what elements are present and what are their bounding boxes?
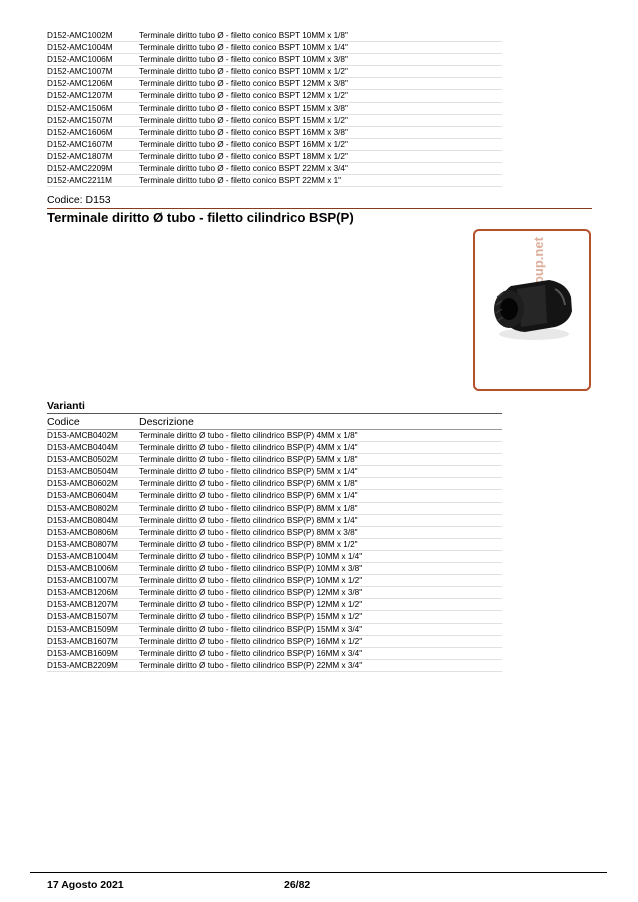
section-divider bbox=[47, 208, 592, 209]
product-code: D152-AMC1506M bbox=[47, 103, 113, 113]
table-row bbox=[47, 490, 502, 502]
product-code: D153-AMCB1007M bbox=[47, 576, 118, 586]
product-description: Terminale diritto tubo Ø - filetto conico BSPT 15MM x 1/2" bbox=[139, 115, 348, 125]
product-code: D153-AMCB0504M bbox=[47, 467, 118, 477]
variants-divider bbox=[47, 413, 502, 414]
product-code: D153-AMCB1507M bbox=[47, 612, 118, 622]
product-description: Terminale diritto tubo Ø - filetto conico BSPT 15MM x 3/8" bbox=[139, 103, 348, 113]
table-row bbox=[47, 551, 502, 563]
product-code: D153-AMCB0806M bbox=[47, 527, 118, 537]
product-code: D152-AMC1006M bbox=[47, 55, 113, 65]
product-code: D152-AMC1807M bbox=[47, 151, 113, 161]
product-description: Terminale diritto Ø tubo - filetto cilindrico BSP(P) 16MM x 1/2" bbox=[139, 636, 363, 646]
product-description: Terminale diritto Ø tubo - filetto cilindrico BSP(P) 22MM x 3/4" bbox=[139, 660, 363, 670]
table-row bbox=[47, 30, 502, 42]
product-description: Terminale diritto Ø tubo - filetto cilindrico BSP(P) 4MM x 1/4" bbox=[139, 443, 358, 453]
product-description: Terminale diritto tubo Ø - filetto conico BSPT 22MM x 3/4" bbox=[139, 164, 348, 174]
product-description: Terminale diritto Ø tubo - filetto cilindrico BSP(P) 8MM x 1/8" bbox=[139, 503, 358, 513]
product-code: D153-AMCB1607M bbox=[47, 636, 118, 646]
product-code: D152-AMC1507M bbox=[47, 115, 113, 125]
product-code: D153-AMCB0502M bbox=[47, 455, 118, 465]
table-row bbox=[47, 660, 502, 672]
table-row bbox=[47, 115, 502, 127]
product-description: Terminale diritto tubo Ø - filetto conico BSPT 12MM x 3/8" bbox=[139, 79, 348, 89]
product-code: D152-AMC1206M bbox=[47, 79, 113, 89]
column-header-description: Descrizione bbox=[139, 416, 194, 428]
product-description: Terminale diritto tubo Ø - filetto conico BSPT 18MM x 1/2" bbox=[139, 151, 348, 161]
page-number: 26/82 bbox=[284, 879, 311, 891]
product-code: D153-AMCB1609M bbox=[47, 648, 118, 658]
product-description: Terminale diritto tubo Ø - filetto conico BSPT 10MM x 1/8" bbox=[139, 31, 348, 40]
table-row bbox=[47, 575, 502, 587]
product-description: Terminale diritto Ø tubo - filetto cilindrico BSP(P) 15MM x 1/2" bbox=[139, 612, 363, 622]
table-row bbox=[47, 515, 502, 527]
table-row bbox=[47, 611, 502, 623]
product-code: D153-AMCB2209M bbox=[47, 660, 118, 670]
table-row bbox=[47, 127, 502, 139]
product-description: Terminale diritto Ø tubo - filetto cilindrico BSP(P) 4MM x 1/8" bbox=[139, 431, 358, 440]
product-code: D153-AMCB0402M bbox=[47, 431, 118, 440]
product-description: Terminale diritto Ø tubo - filetto cilindrico BSP(P) 8MM x 1/2" bbox=[139, 539, 358, 549]
product-code: D152-AMC1002M bbox=[47, 31, 113, 40]
product-code: D152-AMC1607M bbox=[47, 139, 113, 149]
footer-date: 17 Agosto 2021 bbox=[47, 879, 124, 891]
variants-header-row bbox=[47, 415, 502, 430]
product-description: Terminale diritto Ø tubo - filetto cilindrico BSP(P) 15MM x 3/4" bbox=[139, 624, 363, 634]
product-code: D153-AMCB1509M bbox=[47, 624, 118, 634]
product-description: Terminale diritto Ø tubo - filetto cilindrico BSP(P) 12MM x 3/8" bbox=[139, 588, 363, 598]
product-description: Terminale diritto Ø tubo - filetto cilindrico BSP(P) 5MM x 1/4" bbox=[139, 467, 358, 477]
table-row bbox=[47, 103, 502, 115]
table-row bbox=[47, 587, 502, 599]
product-description: Terminale diritto tubo Ø - filetto conico BSPT 12MM x 1/2" bbox=[139, 91, 348, 101]
product-description: Terminale diritto tubo Ø - filetto conico BSPT 10MM x 3/8" bbox=[139, 55, 348, 65]
product-code: D153-AMCB0602M bbox=[47, 479, 118, 489]
product-code: D152-AMC1007M bbox=[47, 67, 113, 77]
product-description: Terminale diritto Ø tubo - filetto cilindrico BSP(P) 10MM x 1/2" bbox=[139, 576, 363, 586]
table-row bbox=[47, 163, 502, 175]
footer-divider bbox=[30, 872, 607, 873]
table-row bbox=[47, 42, 502, 54]
product-code: D153-AMCB0604M bbox=[47, 491, 118, 501]
product-code: D153-AMCB1006M bbox=[47, 564, 118, 574]
product-code: D153-AMCB0807M bbox=[47, 539, 118, 549]
table-row bbox=[47, 175, 502, 187]
table-row bbox=[47, 442, 502, 454]
table-row bbox=[47, 466, 502, 478]
product-code: D152-AMC2211M bbox=[47, 176, 112, 186]
table-row bbox=[47, 539, 502, 551]
table-row bbox=[47, 636, 502, 648]
product-description: Terminale diritto Ø tubo - filetto cilindrico BSP(P) 6MM x 1/4" bbox=[139, 491, 358, 501]
product-code: D152-AMC1207M bbox=[47, 91, 113, 101]
product-image-frame bbox=[473, 229, 591, 391]
product-description: Terminale diritto tubo Ø - filetto conico BSPT 10MM x 1/2" bbox=[139, 67, 348, 77]
product-description: Terminale diritto Ø tubo - filetto cilindrico BSP(P) 16MM x 3/4" bbox=[139, 648, 363, 658]
variants-heading: Varianti bbox=[47, 400, 85, 412]
product-code-label: Codice: D153 bbox=[47, 194, 111, 206]
product-code: D153-AMCB1004M bbox=[47, 551, 118, 561]
previous-variants-table bbox=[47, 30, 502, 187]
table-row bbox=[47, 151, 502, 163]
product-code: D153-AMCB0804M bbox=[47, 515, 118, 525]
table-row bbox=[47, 66, 502, 78]
product-code: D153-AMCB1207M bbox=[47, 600, 118, 610]
table-row bbox=[47, 454, 502, 466]
product-code: D152-AMC1606M bbox=[47, 127, 113, 137]
product-description: Terminale diritto Ø tubo - filetto cilindrico BSP(P) 10MM x 1/4" bbox=[139, 551, 363, 561]
product-description: Terminale diritto Ø tubo - filetto cilindrico BSP(P) 8MM x 3/8" bbox=[139, 527, 358, 537]
product-code: D153-AMCB0802M bbox=[47, 503, 118, 513]
table-row bbox=[47, 503, 502, 515]
table-row bbox=[47, 624, 502, 636]
table-row bbox=[47, 478, 502, 490]
product-description: Terminale diritto tubo Ø - filetto conico BSPT 10MM x 1/4" bbox=[139, 43, 348, 53]
product-description: Terminale diritto Ø tubo - filetto cilindrico BSP(P) 5MM x 1/8" bbox=[139, 455, 358, 465]
product-code: D152-AMC1004M bbox=[47, 43, 113, 53]
table-row bbox=[47, 599, 502, 611]
table-row bbox=[47, 527, 502, 539]
table-row bbox=[47, 563, 502, 575]
product-code: D152-AMC2209M bbox=[47, 164, 113, 174]
table-row bbox=[47, 430, 502, 442]
product-description: Terminale diritto tubo Ø - filetto conico BSPT 16MM x 3/8" bbox=[139, 127, 348, 137]
table-row bbox=[47, 648, 502, 660]
table-row bbox=[47, 78, 502, 90]
product-code: D153-AMCB0404M bbox=[47, 443, 118, 453]
column-header-code: Codice bbox=[47, 416, 80, 428]
product-code: D153-AMCB1206M bbox=[47, 588, 118, 598]
table-row bbox=[47, 90, 502, 102]
product-description: Terminale diritto tubo Ø - filetto conico BSPT 16MM x 1/2" bbox=[139, 139, 348, 149]
product-description: Terminale diritto Ø tubo - filetto cilindrico BSP(P) 10MM x 3/8" bbox=[139, 564, 363, 574]
product-description: Terminale diritto Ø tubo - filetto cilindrico BSP(P) 12MM x 1/2" bbox=[139, 600, 363, 610]
product-description: Terminale diritto Ø tubo - filetto cilindrico BSP(P) 8MM x 1/4" bbox=[139, 515, 358, 525]
product-description: Terminale diritto Ø tubo - filetto cilindrico BSP(P) 6MM x 1/8" bbox=[139, 479, 358, 489]
product-photo bbox=[475, 231, 589, 389]
table-row bbox=[47, 139, 502, 151]
product-title: Terminale diritto Ø tubo - filetto cilindrico BSP(P) bbox=[47, 210, 354, 225]
table-row bbox=[47, 54, 502, 66]
variants-table bbox=[47, 430, 502, 672]
product-description: Terminale diritto tubo Ø - filetto conico BSPT 22MM x 1" bbox=[139, 176, 342, 186]
